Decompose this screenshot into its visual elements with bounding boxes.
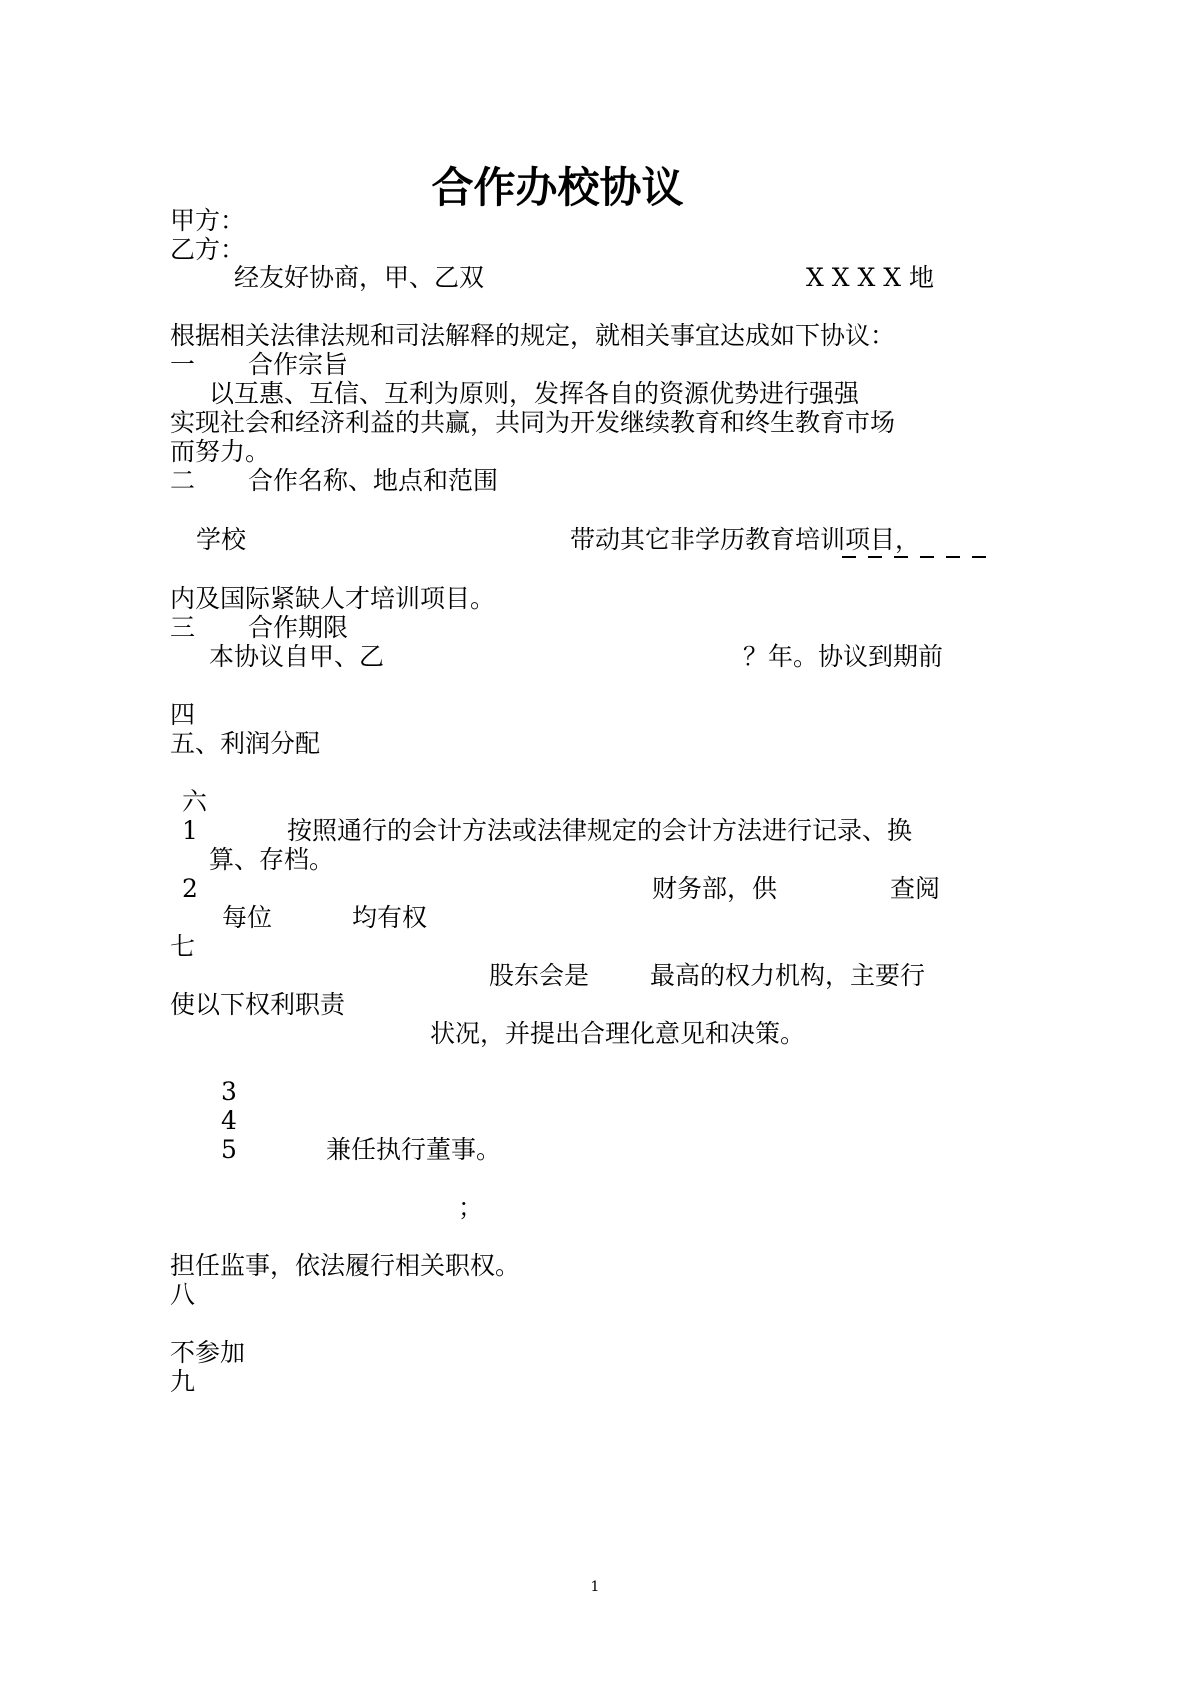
section-6-item-1-text: 按照通行的会计方法或法律规定的会计方法进行记录、换 <box>287 816 913 845</box>
section-6-item-1-cont: 算、存档。 <box>209 845 335 874</box>
section-7-line1-mid: 股东会是 <box>489 961 590 990</box>
dashed-mark <box>842 556 1002 564</box>
section-7-item-3-number: 3 <box>221 1077 237 1106</box>
section-1-number: 一 <box>170 350 196 379</box>
page-number: 1 <box>590 1579 600 1595</box>
section-7-line3: 状况，并提出合理化意见和决策。 <box>430 1019 806 1048</box>
section-7-item-5-number: 5 <box>221 1135 237 1164</box>
section-3-number: 三 <box>170 613 196 642</box>
section-2-number: 二 <box>170 466 196 495</box>
section-6-item-2-line2b: 均有权 <box>352 903 428 932</box>
section-6-item-2-number: 2 <box>182 874 198 903</box>
section-1-para-line3: 而努力。 <box>170 437 271 466</box>
section-7-item-4-number: 4 <box>221 1106 237 1135</box>
section-6-item-2-right: 查阅 <box>890 874 941 903</box>
section-2-text-left: 学校 <box>196 525 247 554</box>
section-3-text-left: 本协议自甲、乙 <box>209 642 385 671</box>
section-6-number: 六 <box>182 787 208 816</box>
section-7-line1-right: 最高的权力机构，主要行 <box>650 961 926 990</box>
section-7-supervisor-line: 担任监事，依法履行相关职权。 <box>170 1251 521 1280</box>
section-1-para-line1: 以互惠、互信、互利为原则，发挥各自的资源优势进行强强 <box>209 379 860 408</box>
section-7-line2: 使以下权利职责 <box>170 990 346 1019</box>
intro-text-right: X X X X 地 <box>806 263 934 292</box>
section-3-heading: 合作期限 <box>248 613 349 642</box>
section-1-heading: 合作宗旨 <box>248 350 349 379</box>
section-2-text-right: 带动其它非学历教育培训项目， <box>570 525 921 554</box>
section-5-heading: 五、利润分配 <box>170 729 321 758</box>
section-8-number: 八 <box>170 1280 196 1309</box>
section-9-number: 九 <box>170 1367 196 1396</box>
section-6-item-1-number: 1 <box>182 816 198 845</box>
section-7-number: 七 <box>170 932 196 961</box>
intro-text-line2: 根据相关法律法规和司法解释的规定，就相关事宜达成如下协议： <box>170 321 896 350</box>
party-b-label: 乙方： <box>170 235 246 264</box>
party-a-label: 甲方： <box>170 206 246 235</box>
section-1-para-line2: 实现社会和经济利益的共赢，共同为开发继续教育和终生教育市场 <box>170 408 896 437</box>
intro-text-left: 经友好协商，甲、乙双 <box>234 263 485 292</box>
section-7-semicolon: ； <box>458 1193 484 1222</box>
section-2-text-line2: 内及国际紧缺人才培训项目。 <box>170 584 496 613</box>
section-3-text-right: ？年。协议到期前 <box>743 642 944 671</box>
section-6-item-2-mid: 财务部，供 <box>652 874 778 903</box>
section-2-heading: 合作名称、地点和范围 <box>248 466 499 495</box>
section-4-number: 四 <box>170 700 196 729</box>
section-7-item-5-text: 兼任执行董事。 <box>326 1135 502 1164</box>
section-8-text: 不参加 <box>170 1338 246 1367</box>
page-title: 合作办校协议 <box>431 163 684 212</box>
section-6-item-2-line2a: 每位 <box>222 903 273 932</box>
